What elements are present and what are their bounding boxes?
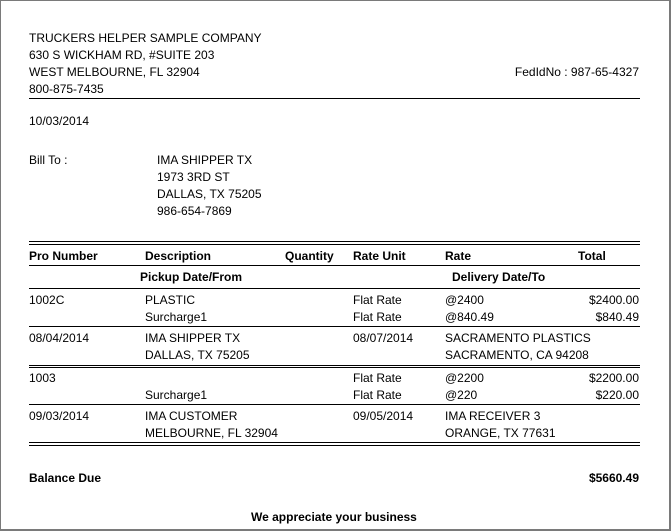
bill-to-city: DALLAS, TX 75205	[157, 187, 262, 201]
bill-to-phone: 986-654-7869	[157, 204, 232, 218]
group1-line2-rate: @840.49	[445, 310, 494, 324]
footer-message: We appreciate your business	[251, 510, 417, 524]
group2-line2-description: Surcharge1	[145, 388, 208, 402]
group1-pro: 1002C	[29, 293, 65, 307]
header-rate: Rate	[445, 249, 472, 263]
group2-line2-total: $220.00	[595, 388, 639, 402]
group2-pickup-name: IMA CUSTOMER	[145, 409, 238, 423]
group1-line-rule	[29, 326, 640, 327]
group1-pickup-city: DALLAS, TX 75205	[145, 348, 250, 362]
header-divider	[29, 98, 640, 99]
table-bottom-rule-1	[29, 442, 640, 443]
header-quantity: Quantity	[285, 249, 334, 263]
group-separator-rule-2	[29, 367, 640, 368]
invoice-date: 10/03/2014	[29, 114, 90, 128]
group1-line1-total: $2400.00	[588, 293, 639, 307]
group2-pro: 1003	[29, 371, 56, 385]
header-pro-number: Pro Number	[29, 249, 98, 263]
group1-line2-rate-unit: Flat Rate	[353, 310, 402, 324]
company-phone: 800-875-7435	[29, 82, 104, 96]
header-description: Description	[145, 249, 212, 263]
header-rate-unit: Rate Unit	[353, 249, 406, 263]
group1-pickup-date: 08/04/2014	[29, 331, 90, 345]
group1-pickup-name: IMA SHIPPER TX	[145, 331, 241, 345]
group1-delivery-city: SACRAMENTO, CA 94208	[445, 348, 589, 362]
group2-line2-rate: @220	[445, 388, 478, 402]
group1-line1-description: PLASTIC	[145, 293, 196, 307]
group2-delivery-date: 09/05/2014	[353, 409, 414, 423]
header-bottom-rule	[29, 288, 640, 289]
balance-due-label: Balance Due	[29, 471, 102, 485]
group1-line1-rate-unit: Flat Rate	[353, 293, 402, 307]
group2-pickup-city: MELBOURNE, FL 32904	[145, 426, 278, 440]
table-bottom-rule-2	[29, 445, 640, 446]
header-pickup: Pickup Date/From	[140, 270, 243, 284]
group1-line2-description: Surcharge1	[145, 310, 208, 324]
group1-line2-total: $840.49	[595, 310, 639, 324]
company-name: TRUCKERS HELPER SAMPLE COMPANY	[29, 31, 262, 45]
header-mid-rule	[29, 265, 640, 266]
group2-line1-rate: @2200	[445, 371, 484, 385]
group2-pickup-date: 09/03/2014	[29, 409, 90, 423]
bill-to-street: 1973 3RD ST	[157, 170, 230, 184]
group2-delivery-name: IMA RECEIVER 3	[445, 409, 541, 423]
group2-delivery-city: ORANGE, TX 77631	[445, 426, 556, 440]
company-address-line2: WEST MELBOURNE, FL 32904	[29, 65, 200, 79]
balance-due-value: $5660.49	[588, 471, 639, 485]
company-address-line1: 630 S WICKHAM RD, #SUITE 203	[29, 48, 215, 62]
table-top-rule-2	[29, 244, 640, 245]
group2-line1-rate-unit: Flat Rate	[353, 371, 402, 385]
header-delivery: Delivery Date/To	[452, 270, 546, 284]
table-top-rule-1	[29, 241, 640, 242]
group1-delivery-name: SACRAMENTO PLASTICS	[445, 331, 591, 345]
fed-id: FedIdNo : 987-65-4327	[514, 65, 639, 79]
bill-to-name: IMA SHIPPER TX	[157, 153, 253, 167]
group-separator-rule-1	[29, 365, 640, 366]
group2-line-rule	[29, 404, 640, 405]
group1-delivery-date: 08/07/2014	[353, 331, 414, 345]
group1-line1-rate: @2400	[445, 293, 484, 307]
group2-line1-total: $2200.00	[588, 371, 639, 385]
group2-line2-rate-unit: Flat Rate	[353, 388, 402, 402]
bill-to-label: Bill To :	[29, 153, 68, 167]
header-total: Total	[578, 249, 606, 263]
